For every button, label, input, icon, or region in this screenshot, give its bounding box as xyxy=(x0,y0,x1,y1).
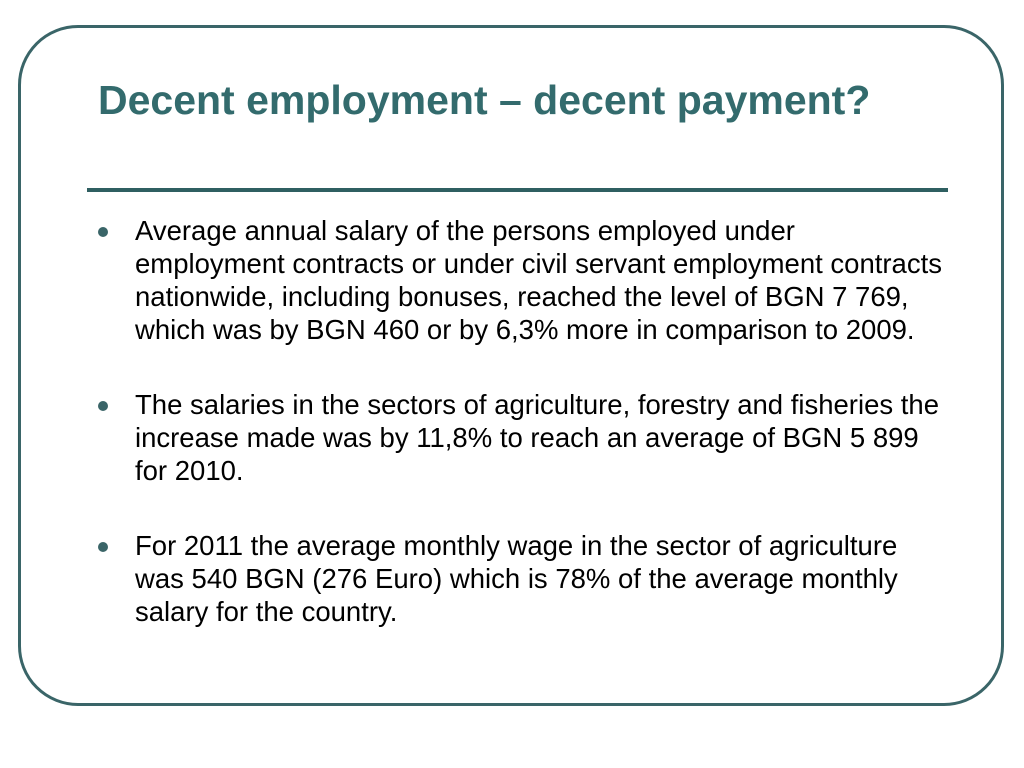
slide-title: Decent employment – decent payment? xyxy=(98,77,871,123)
bullet-dot-icon xyxy=(98,542,108,552)
bullet-dot-icon xyxy=(98,401,108,411)
bullet-text: The salaries in the sectors of agriculture, forestry and fisheries the increase made was by 11,8% to reach an average of BGN 5 899 for 2010. xyxy=(135,389,939,486)
bullet-list xyxy=(98,214,948,670)
bullet-text: For 2011 the average monthly wage in the sector of agriculture was 540 BGN (276 Euro) which is 78% of the average monthly salary for the country. xyxy=(135,530,898,627)
bullet-item-3 xyxy=(98,529,948,628)
bullet-dot-icon xyxy=(98,227,108,237)
bullet-item-2 xyxy=(98,388,948,487)
title-divider xyxy=(87,188,948,192)
bullet-text: Average annual salary of the persons employed under employment contracts or under civil servant employment contracts nationwide, including bonuses, reached the level of BGN 7 769, which was by BGN 460 or by 6,3% more in comparison to 2009. xyxy=(135,215,942,345)
bullet-item-1 xyxy=(98,214,948,346)
